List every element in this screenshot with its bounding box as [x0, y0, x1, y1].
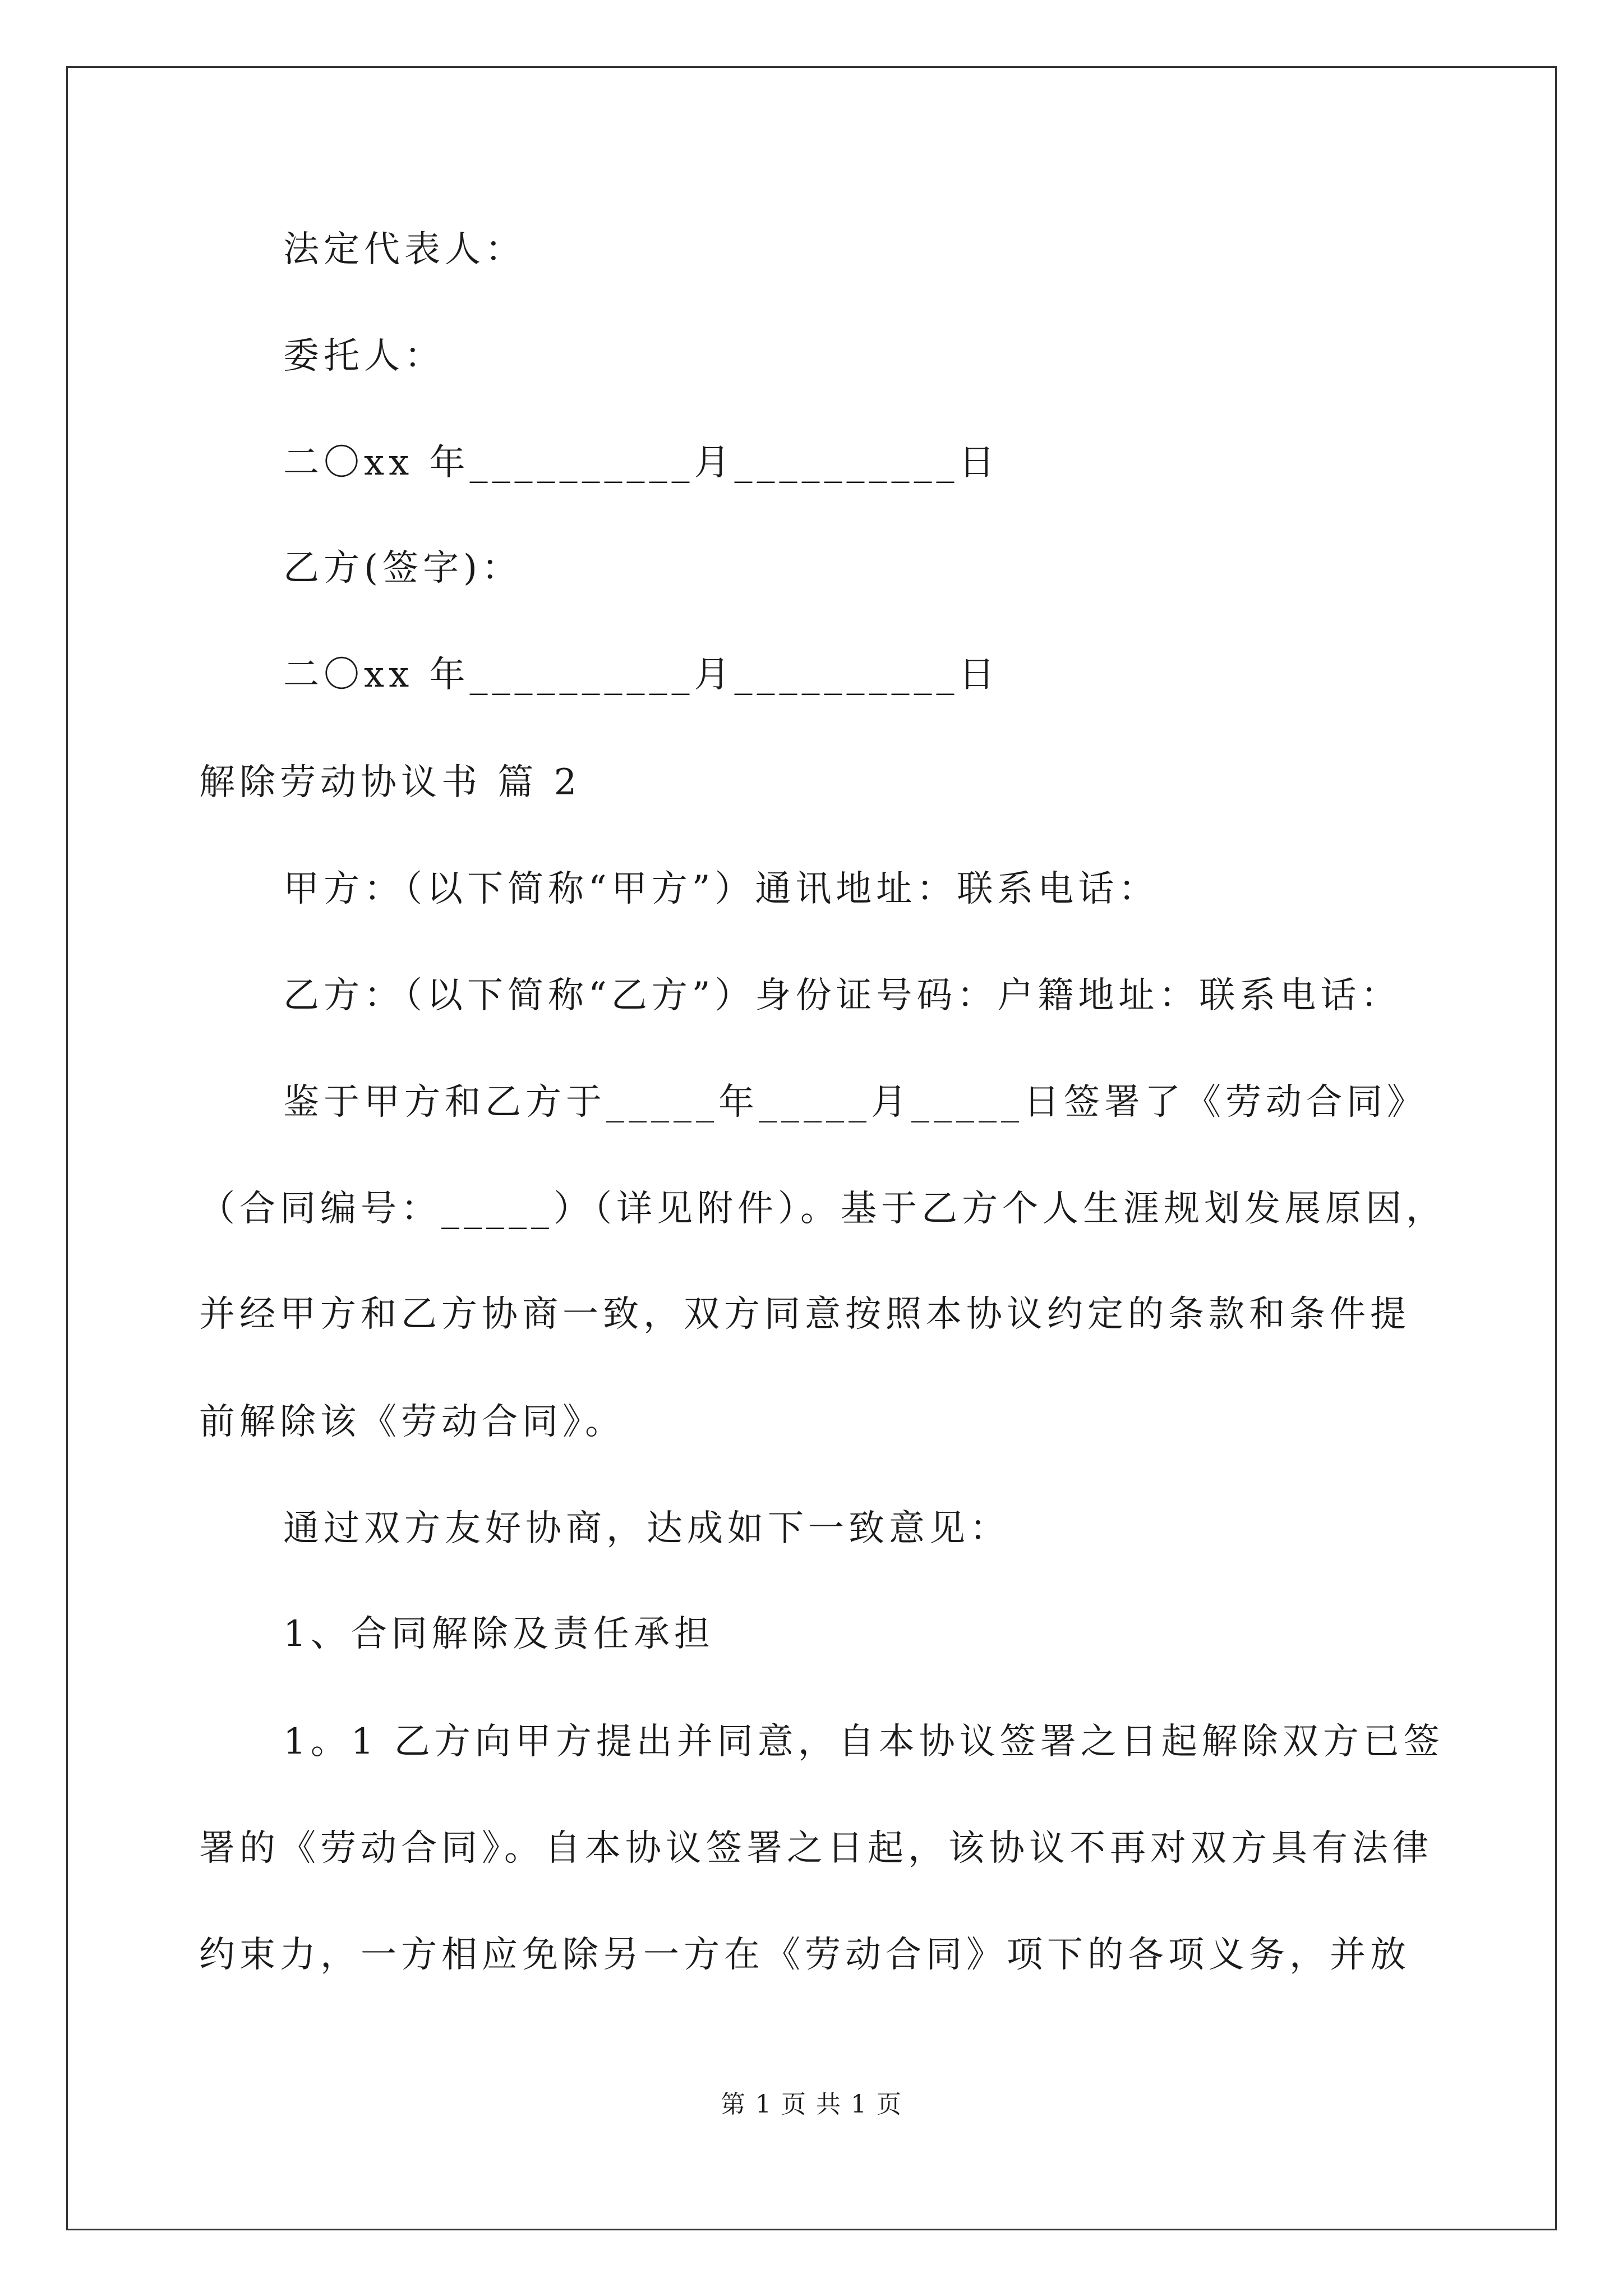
- party-b-info-line: 乙方：（以下简称“乙方”）身份证号码：户籍地址：联系电话：: [283, 975, 1401, 1016]
- date-line-party-a: 二〇xx 年__________月__________日: [283, 442, 999, 484]
- page-number-footer: 第 1 页 共 1 页: [721, 2090, 902, 2119]
- paragraph-line: 鉴于甲方和乙方于_____年_____月_____日签署了《劳动合同》: [283, 1082, 1427, 1123]
- page-border: [66, 66, 1557, 2230]
- clause-heading: 1、合同解除及责任承担: [283, 1613, 714, 1655]
- paragraph-line: 并经甲方和乙方协商一致，双方同意按照本协议约定的条款和条件提: [199, 1294, 1410, 1335]
- party-b-signature-line: 乙方(签字)：: [283, 547, 522, 589]
- paragraph-line: 约束力，一方相应免除另一方在《劳动合同》项下的各项义务，并放: [199, 1934, 1410, 1976]
- party-a-info-line: 甲方：（以下简称“甲方”）通讯地址：联系电话：: [283, 868, 1159, 910]
- paragraph-line: 署的《劳动合同》。自本协议签署之日起，该协议不再对双方具有法律: [199, 1828, 1433, 1869]
- date-line-party-b: 二〇xx 年__________月__________日: [283, 654, 999, 696]
- section-heading: 解除劳动协议书 篇 2: [199, 762, 582, 803]
- paragraph-line: 前解除该《劳动合同》。: [199, 1401, 625, 1443]
- paragraph-line: 1。1 乙方向甲方提出并同意，自本协议签署之日起解除双方已签: [283, 1721, 1444, 1763]
- paragraph-line: （合同编号：_____）（详见附件）。基于乙方个人生涯规划发展原因，: [199, 1188, 1446, 1230]
- paragraph-line: 通过双方友好协商，达成如下一致意见：: [283, 1508, 1010, 1549]
- legal-representative-line: 法定代表人：: [283, 229, 525, 270]
- entrusted-person-line: 委托人：: [283, 335, 445, 377]
